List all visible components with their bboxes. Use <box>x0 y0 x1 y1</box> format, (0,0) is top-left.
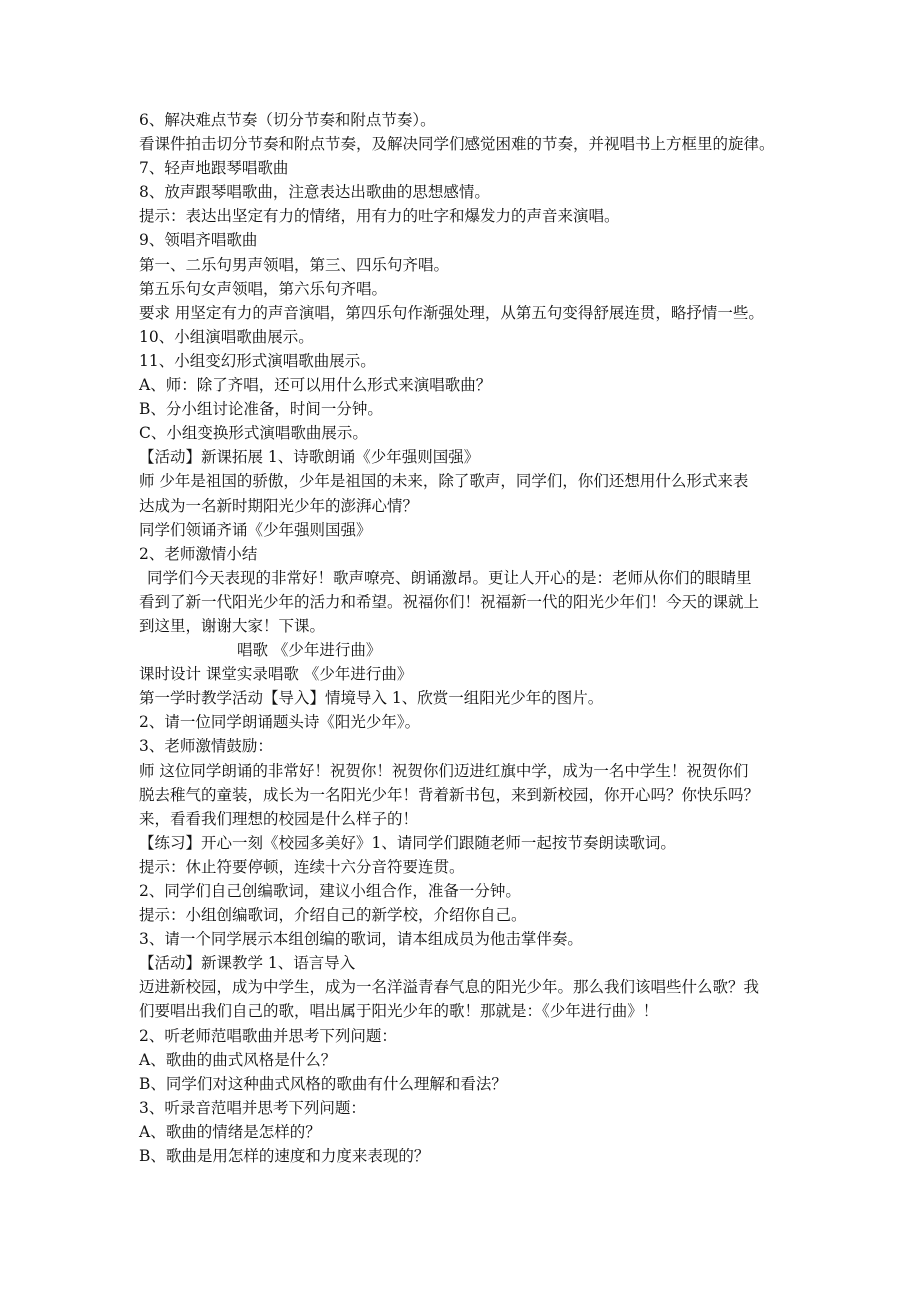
section-heading: 【活动】新课拓展 1、诗歌朗诵《少年强则国强》 <box>139 448 480 467</box>
text-line: 看到了新一代阳光少年的活力和希望。祝福你们！祝福新一代的阳光少年们！今天的课就上 <box>139 592 760 611</box>
text-line: 们要唱出我们自己的歌，唱出属于阳光少年的歌！那就是：《少年进行曲》！ <box>139 1002 659 1021</box>
text-line: 第一、二乐句男声领唱，第三、四乐句齐唱。 <box>139 255 450 274</box>
text-line: 8、放声跟琴唱歌曲，注意表达出歌曲的思想感情。 <box>139 183 490 202</box>
text-line: 到这里，谢谢大家！下课。 <box>139 616 326 635</box>
text-line: B、同学们对这种曲式风格的歌曲有什么理解和看法？ <box>139 1074 507 1093</box>
text-line: 第一学时教学活动【导入】情境导入 1、欣赏一组阳光少年的图片。 <box>139 689 604 708</box>
text-line: 11、小组变幻形式演唱歌曲展示。 <box>139 351 376 370</box>
section-heading: 【练习】开心一刻《校园多美好》1、请同学们跟随老师一起按节奏朗读歌词。 <box>139 833 676 852</box>
lesson-title: 唱歌 《少年进行曲》 <box>237 641 382 660</box>
text-line: 师 这位同学朗诵的非常好！祝贺你！祝贺你们迈进红旗中学，成为一名中学生！祝贺你们 <box>139 761 749 780</box>
text-line: 2、老师激情小结 <box>139 544 258 563</box>
text-line: 2、听老师范唱歌曲并思考下列问题： <box>139 1026 397 1045</box>
text-line: 第五乐句女声领唱，第六乐句齐唱。 <box>139 279 388 298</box>
text-line: 2、请一位同学朗诵题头诗《阳光少年》。 <box>139 713 421 732</box>
text-line: 脱去稚气的童装，成长为一名阳光少年！背着新书包，来到新校园，你开心吗？你快乐吗？ <box>139 785 760 804</box>
text-line: 7、轻声地跟琴唱歌曲 <box>139 159 289 178</box>
text-line: 师 少年是祖国的骄傲，少年是祖国的未来，除了歌声，同学们，你们还想用什么形式来表 <box>139 472 749 491</box>
text-line: 3、听录音范唱并思考下列问题： <box>139 1098 366 1117</box>
text-line: 3、老师激情鼓励： <box>139 737 273 756</box>
text-line: 提示：小组创编歌词，介绍自己的新学校，介绍你自己。 <box>139 906 527 925</box>
text-line: C、小组变换形式演唱歌曲展示。 <box>139 424 368 443</box>
document-page <box>139 108 799 1168</box>
text-line: 提示：表达出坚定有力的情绪，用有力的吐字和爆发力的声音来演唱。 <box>139 207 620 226</box>
text-line: 3、请一个同学展示本组创编的歌词，请本组成员为他击掌伴奏。 <box>139 930 583 949</box>
text-line: 达成为一名新时期阳光少年的澎湃心情？ <box>139 496 419 515</box>
text-line: B、歌曲是用怎样的速度和力度来表现的？ <box>139 1147 430 1166</box>
section-heading: 【活动】新课教学 1、语言导入 <box>139 954 356 973</box>
text-line: 迈进新校园，成为中学生，成为一名洋溢青春气息的阳光少年。那么我们该唱些什么歌？我 <box>139 978 760 997</box>
text-line: 看课件拍击切分节奏和附点节奏，及解决同学们感觉困难的节奏，并视唱书上方框里的旋律。 <box>139 135 775 154</box>
text-line: 提示：休止符要停顿，连续十六分音符要连贯。 <box>139 857 465 876</box>
text-line: A、师：除了齐唱，还可以用什么形式来演唱歌曲？ <box>139 376 492 395</box>
text-line: 2、同学们自己创编歌词，建议小组合作，准备一分钟。 <box>139 882 521 900</box>
text-line: 10、小组演唱歌曲展示。 <box>139 327 314 346</box>
text-line: B、分小组讨论准备，时间一分钟。 <box>139 400 383 419</box>
text-line: 同学们今天表现的非常好！歌声嘹亮、朗诵激昂。更让人开心的是：老师从你们的眼睛里 <box>147 568 752 587</box>
text-line: 来，看看我们理想的校园是什么样子的！ <box>139 809 419 828</box>
text-line: 课时设计 课堂实录唱歌 《少年进行曲》 <box>139 665 413 684</box>
text-line: A、歌曲的曲式风格是什么？ <box>139 1050 337 1069</box>
text-line: 同学们领诵齐诵《少年强则国强》 <box>139 520 372 539</box>
text-line: A、歌曲的情绪是怎样的？ <box>139 1122 321 1141</box>
text-line: 要求 用坚定有力的声音演唱，第四乐句作渐强处理，从第五句变得舒展连贯，略抒情一些。 <box>139 303 764 322</box>
text-line: 6、解决难点节奏（切分节奏和附点节奏）。 <box>139 111 436 129</box>
text-line: 9、领唱齐唱歌曲 <box>139 231 258 250</box>
